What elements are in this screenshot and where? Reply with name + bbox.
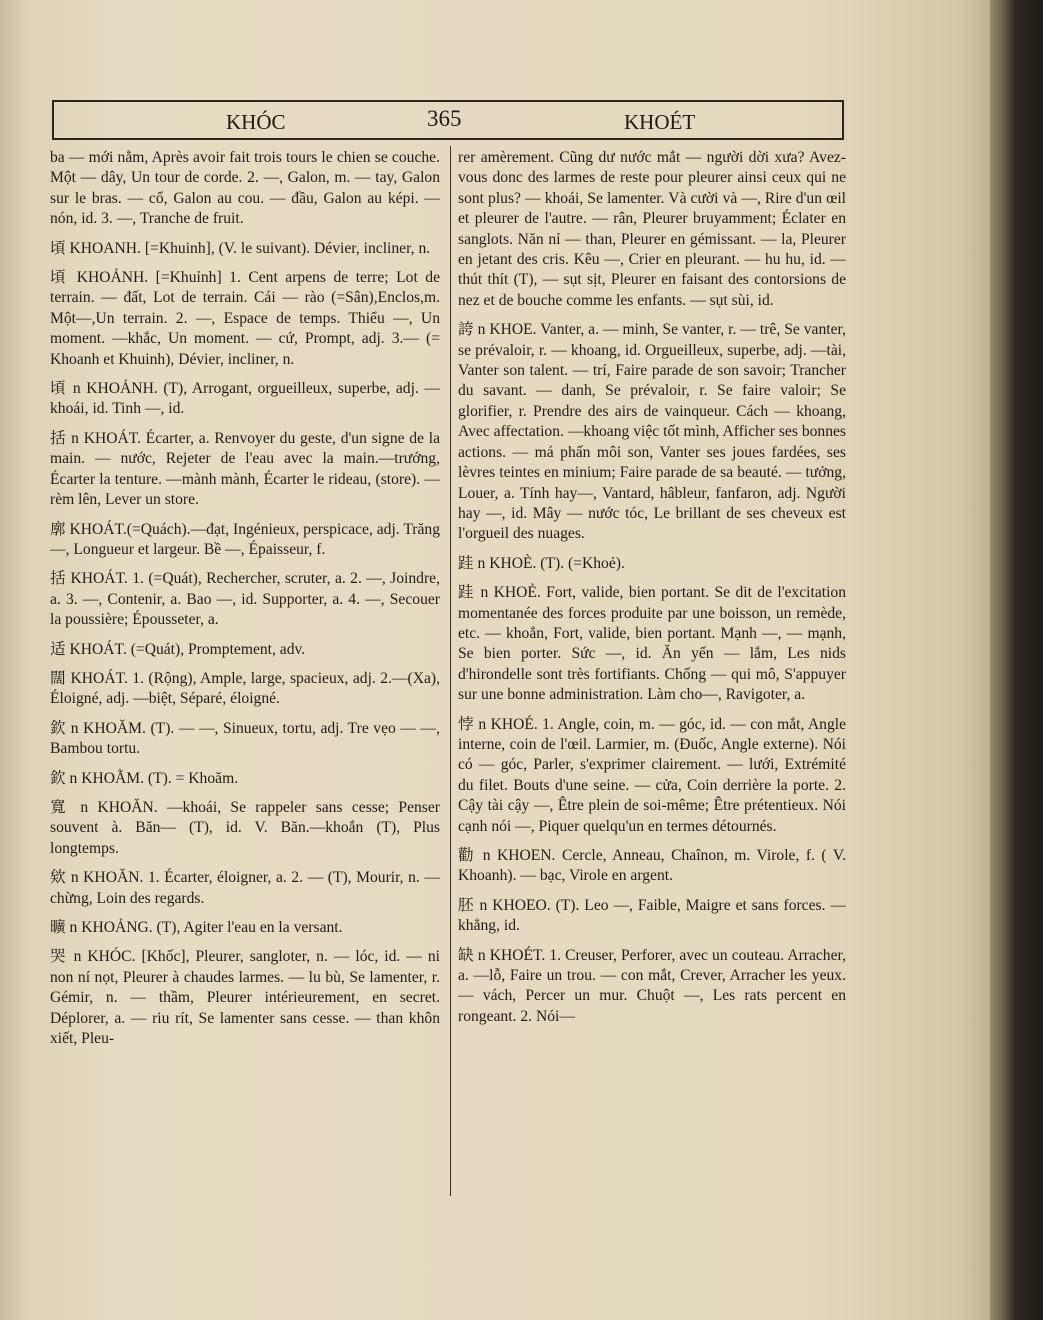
left-guide-word: KHÓC (226, 110, 286, 134)
entry-khoan: 寬 n KHOĂN. —khoái, Se rappeler sans cesse; Penser souvent à. Băn— (T), id. V. Băn.—khoắn (T), Plus longtemps. (50, 798, 440, 857)
entry-khoe-2: 跬 n KHOÈ. (T). (=Khoẻ). (458, 554, 625, 572)
entry-khoang: 曠 n KHOẢNG. (T), Agiter l'eau en la versant. (50, 919, 343, 936)
entry-khoat: 括 n KHOÁT. Écarter, a. Renvoyer du geste, d'un signe de la main. — nước, Rejeter de l'eau avec la main.—trướng, Écarter la tenture. —mành mành, Écarter le rideau, (store). —rèm lên, Lever un store. (50, 429, 440, 509)
entry-khoat-2: 廓 KHOÁT.(=Quách).—đạt, Ingénieux, perspicace, adj. Trăng —, Longueur et largeur. Bề —, Épaisseur, f. (50, 520, 441, 558)
page-number: 365 (427, 106, 462, 131)
entry-continuation: ba — mới nằm, Après avoir fait trois tours le chien se couche. Một — dây, Un tour de corde. 2. —, Galon, m. — tay, Galon sur le bras. — cổ, Galon au cou. — đầu, Galon au képi. —nón, id. 3. —, Tranche de fruit. (50, 149, 440, 228)
column-divider (450, 146, 451, 1196)
entry-khoanh-2: 頃 KHOẢNH. [=Khuỉnh] 1. Cent arpens de terre; Lot de terrain. — đất, Lot de terrain. Cái — rào (=Sân),Enclos,m. Một—,Un terrain. 2. —, Espace de temps. Thiểu —, Un moment. —khắc, Un moment. — cứ, Prompt, adj. 3.— (= Khoanh et Khuinh), Dévier, incliner, n. (50, 269, 440, 368)
entry-khoat-3: 括 KHOÁT. 1. (=Quát), Rechercher, scruter, a. 2. —, Joindre, a. 3. —, Contenir, a. Bao —, id. Supporter, a. 4. —, Secouer la poussière; Épousseter, a. (50, 570, 440, 629)
entry-khoet: 缺 n KHOÉT. 1. Creuser, Perforer, avec un couteau. Arracher, a. —lỗ, Faire un trou. — con mắt, Crever, Arracher les yeux. — vách, Percer un mur. Chuột —, Les rats percent en rongeant. 2. Nói— (458, 946, 846, 1025)
entry-khoanh: 頃 KHOANH. [=Khuinh], (V. le suivant). Dévier, incliner, n. (50, 239, 431, 257)
entry-khoen: 勸 n KHOEN. Cercle, Anneau, Chaînon, m. Virole, f. ( V. Khoanh). — bạc, Virole en argent. (458, 847, 846, 885)
right-column (458, 148, 846, 1036)
entry-khoc: 哭 n KHÓC. [Khốc], Pleurer, sangloter, n. — lóc, id. — ni non ní nọt, Pleurer à chaudes larmes. — lu bù, Se lamenter, r. Gémir, n. — thầm, Pleurer intérieurement, en secret. Déplorer, a. — riu rít, Se lamenter sans cesse. — than khôn xiết, Pleu- (50, 948, 440, 1048)
entry-khoanh-3: 頃 n KHOẢNH. (T), Arrogant, orgueilleux, superbe, adj. — khoái, id. Tinh —, id. (50, 380, 440, 418)
left-column (50, 148, 440, 1058)
entry-khoe: 誇 n KHOE. Vanter, a. — minh, Se vanter, r. — trê, Se vanter, se prévaloir, r. — khoang, id. Orgueilleux, superbe, adj. —tài, Vanter son talent. — trí, Faire parade de son savoir; Trancher du savant. — danh, Se prévaloir, r. Se faire valoir; Se glorifier, r. Prendre des airs de vainqueur. Cách — khoang, Avec affectation. —khoang việc tốt mình, Afficher ses bonnes actions. — má phấn môi son, Vanter ses joues fardées, ses lèvres teintes en minium; Faire parade de sa beauté. — tưởng, Louer, a. Tính hay—, Vantard, hâbleur, fanfaron, adj. Người hay —, id. Mây — nước tóc, Le brillant de ses cheveux est l'orgueil des nuages. (458, 321, 847, 543)
entry-khoat-4: 适 KHOÁT. (=Quát), Promptement, adv. (50, 640, 306, 658)
entry-khoan-2: 欸 n KHOĂN. 1. Écarter, éloigner, a. 2. — (T), Mourir, n. — chừng, Loin des regards. (50, 869, 440, 907)
entry-khoeo: 胚 n KHOEO. (T). Leo —, Faible, Maigre et sans forces. — khẳng, id. (458, 896, 846, 935)
entry-khoc-continued: rer amèrement. Cũng dư nước mắt — người dời xưa? Avez-vous donc des larmes de reste pour pleurer ainsi ceux qui ne sont plus? — khoái, Se lamenter. Và cười và —, Rire d'un œil et pleurer de l'autre. — rân, Pleurer bruyamment; Éclater en sanglots. Năn nỉ — than, Pleurer en gémissant. — la, Pleurer en jetant des cris. Kêu —, Crier en pleurant. — hu hu, id. — thút thít (T), — sụt sịt, Pleurer en faisant des contorsions de nez et de bouche comme les enfants. — sụt sùi, id. (458, 149, 846, 309)
entry-khoe-3: 跬 n KHOẺ. Fort, valide, bien portant. Se dit de l'excitation momentanée des forces produite par une boisson, un remède, etc. — khoắn, Fort, valide, bien portant. Mạnh —, — mạnh, Se bien porter. Sức —, id. Ăn yến — lắm, Les nids d'hirondelle sont très fortifiants. Chống — qui mô, S'appuyer sur une bonne administration. Làm cho—, Ravigoter, a. (458, 584, 846, 704)
entry-khoat-5: 闊 KHOÁT. 1. (Rộng), Ample, large, spacieux, adj. 2.—(Xa), Éloigné, adj. —biệt, Séparé, éloigné. (50, 669, 440, 708)
right-guide-word: KHOÉT (624, 110, 696, 134)
entry-khoam-2: 欽 n KHOẰM. (T). = Khoăm. (50, 769, 239, 787)
entry-khoam: 欽 n KHOĂM. (T). — —, Sinueux, tortu, adj. Tre vẹo — —, Bambou tortu. (50, 719, 440, 758)
entry-khoe-4: 悖 n KHOÉ. 1. Angle, coin, m. — góc, id. — con mắt, Angle interne, coin de l'œil. Larmier, m. (Đuốc, Angle externe). Nói có — góc, Parler, s'exprimer clairement. — lưới, Extrémité du filet. Bouts d'une seine. — cửa, Coin derrière la porte. 2. Cậy tài cậy —, Être plein de soi-même; Être prétentieux. Nói cạnh nói —, Piquer quelqu'un en termes détournés. (458, 715, 846, 835)
book-edge (990, 0, 1043, 1320)
page-header (52, 100, 844, 140)
